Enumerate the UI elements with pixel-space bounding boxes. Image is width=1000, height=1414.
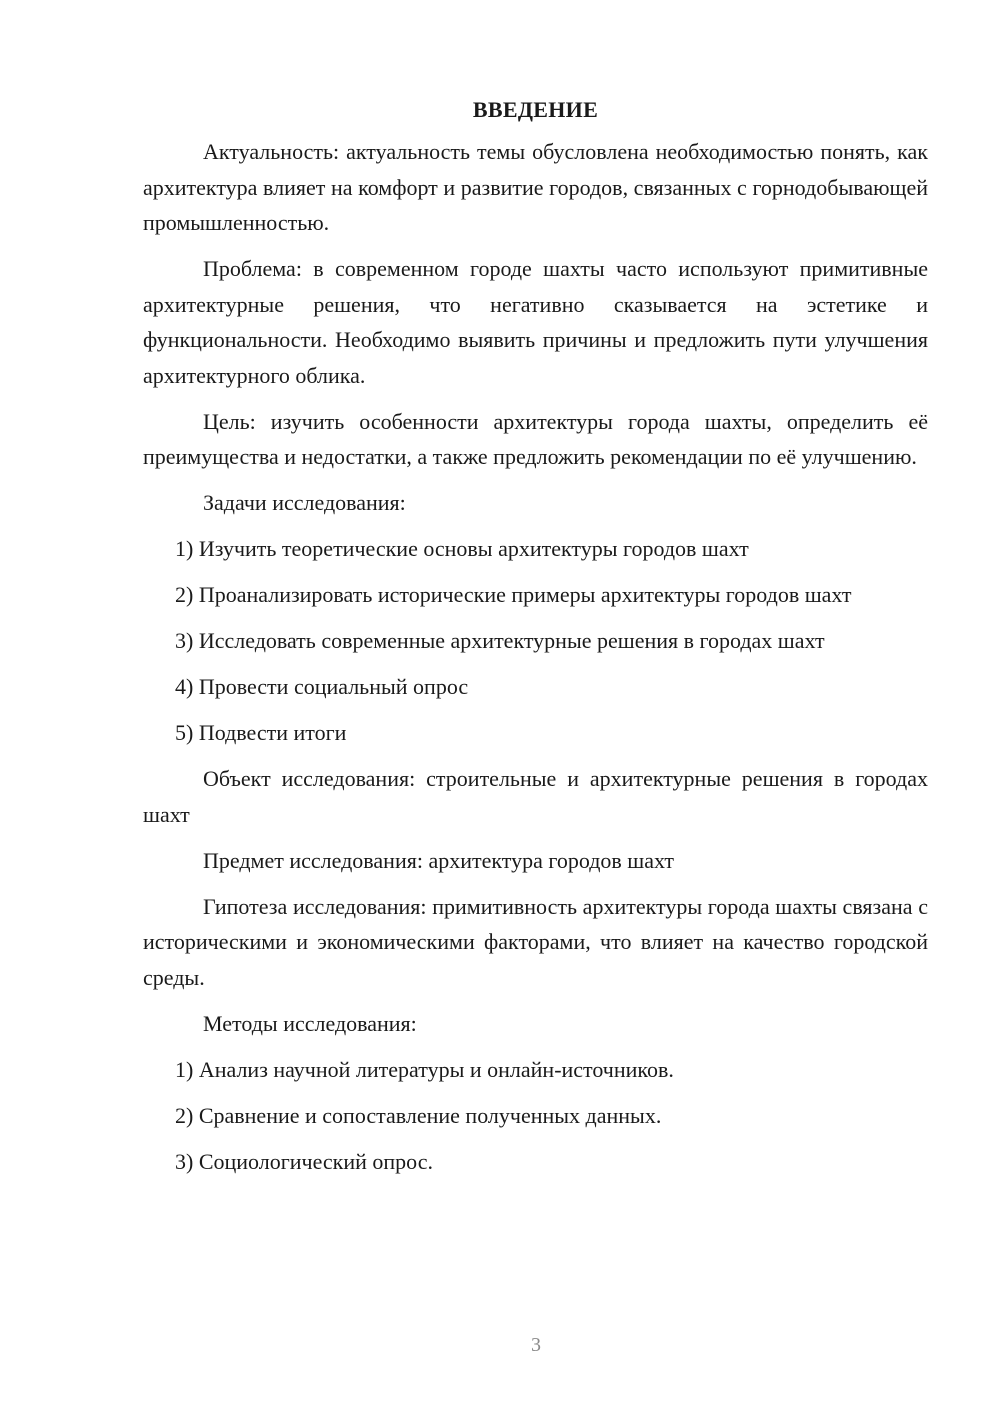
- tasks-heading: Задачи исследования:: [203, 490, 406, 515]
- method-item-2: 2) Сравнение и сопоставление полученных данных.: [175, 1102, 662, 1128]
- subject-paragraph: Предмет исследования: архитектура городов шахт: [203, 847, 675, 873]
- task-item-4: 4) Провести социальный опрос: [175, 674, 469, 699]
- task-item-2: 2) Проанализировать исторические примеры архитектуры городов шахт: [175, 582, 852, 607]
- problem-paragraph: Проблема: в современном городе шахты часто используют примитивные архитектурные решения, что негативно сказывается на эстетике и функциональности. Необходимо выявить причины и предложить пути улучшения архитектурного облика.: [143, 256, 928, 388]
- task-item-3: 3) Исследовать современные архитектурные решения в городах шахт: [175, 628, 825, 653]
- object-paragraph: Объект исследования: строительные и архитектурные решения в городах шахт: [143, 766, 928, 827]
- method-item-3: 3) Социологический опрос.: [175, 1148, 433, 1174]
- goal-paragraph: Цель: изучить особенности архитектуры города шахты, определить её преимущества и недостатки, а также предложить рекомендации по её улучшению.: [143, 408, 928, 469]
- method-item-1: 1) Анализ научной литературы и онлайн-источников.: [175, 1056, 674, 1082]
- hypothesis-paragraph: Гипотеза исследования: примитивность архитектуры города шахты связана с историческими и экономическими факторами, что влияет на качество городской среды.: [143, 893, 928, 990]
- page-number: 3: [531, 1334, 541, 1356]
- methods-heading: Методы исследования:: [203, 1010, 417, 1036]
- page-title: ВВЕДЕНИЕ: [472, 97, 599, 122]
- task-item-1: 1) Изучить теоретические основы архитектуры городов шахт: [175, 536, 749, 561]
- task-item-5: 5) Подвести итоги: [175, 720, 347, 745]
- document-body: [143, 92, 928, 1190]
- relevance-paragraph: Актуальность: актуальность темы обусловлена необходимостью понять, как архитектура влияет на комфорт и развитие городов, связанных с горнодобывающей промышленностью.: [143, 139, 928, 235]
